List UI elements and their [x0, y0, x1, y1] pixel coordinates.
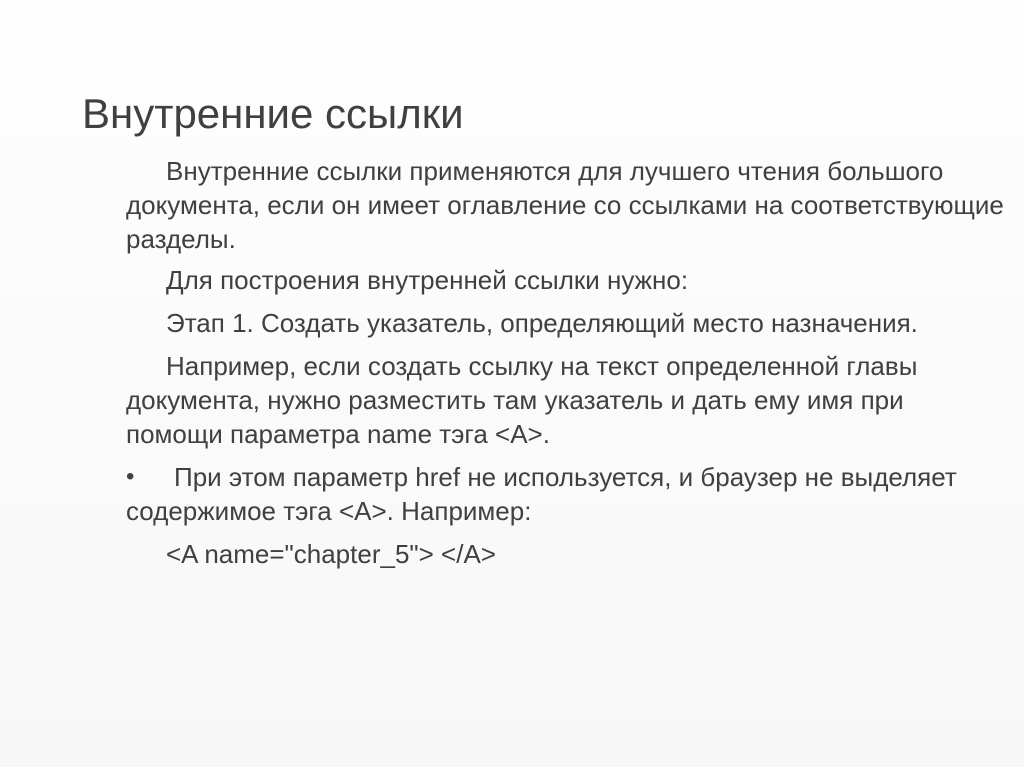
- paragraph-example: Например, если создать ссылку на текст определенной главы документа, нужно разместить там указатель и дать ему имя при помощи параметра name тэга <A>.: [126, 351, 918, 449]
- code-example: <A name="chapter_5"> </A>: [166, 539, 496, 569]
- paragraph-requirements: Для построения внутренней ссылки нужно:: [166, 265, 689, 295]
- paragraph-purpose: Внутренние ссылки применяются для лучшего чтения большого документа, если он имеет оглавление со ссылками на соответствующие разделы.: [126, 156, 1004, 254]
- bullet-icon: •: [126, 463, 135, 490]
- bullet-text: При этом параметр href не используется, и браузер не выделяет содержимое тэга <A>. Например:: [126, 462, 957, 526]
- slide-title: Внутренние ссылки: [82, 90, 464, 137]
- bullet-item: [126, 460, 1006, 528]
- slide-body: [126, 154, 1006, 580]
- paragraph-step-1: Этап 1. Создать указатель, определяющий место назначения.: [166, 308, 918, 338]
